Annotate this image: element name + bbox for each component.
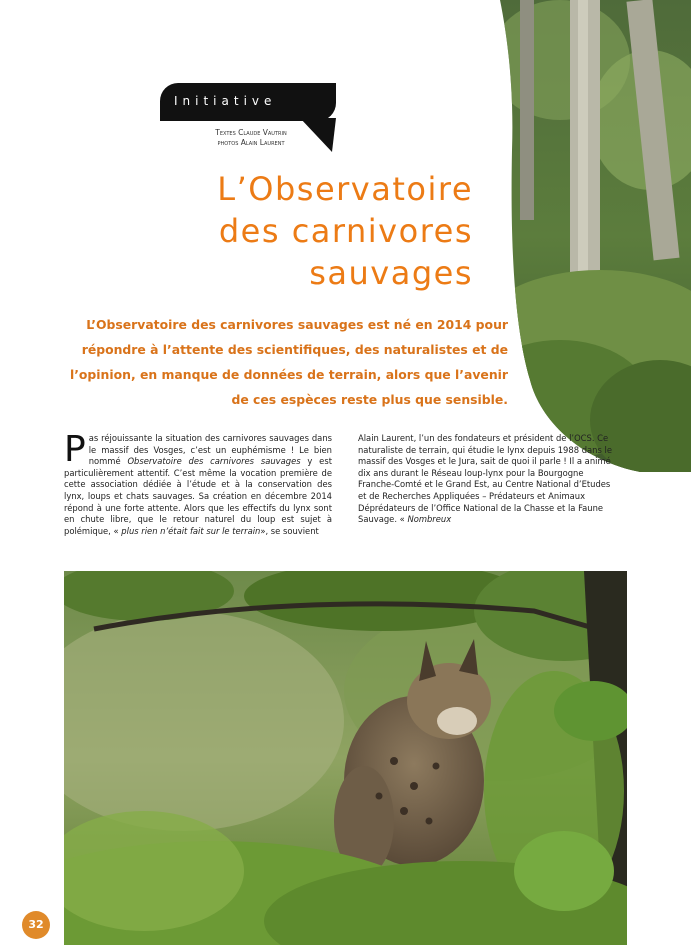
page-number: 32 [22, 911, 50, 939]
title-line-2: des carnivores [218, 212, 473, 250]
body-right-emphasis: Nombreux [407, 514, 452, 525]
body-left-quote: plus rien n’était fait sur le terrain [121, 525, 261, 536]
body-right-text: Alain Laurent, l’un des fondateurs et président de l’OCS. Ce naturaliste de terrain, qui étudie le lynx depuis 1988 dans le massif des Vosges et le Jura, sait de quoi il parle ! Il a animé dix ans durant le Réseau loup-lynx pour la Bourgogne Franche-Comté et le Grand Est, au Centre National d’Etudes et de Recherches Appliquées – Prédateurs et Animaux Déprédateurs de l’Office National de la Chasse et la Faune Sauvage. « [358, 433, 612, 525]
section-tag-label: Initiative [174, 94, 277, 108]
article-title [140, 168, 473, 294]
body-column-right [358, 433, 618, 526]
body-column-left [64, 429, 332, 537]
lead-paragraph: L’Observatoire des carnivores sauvages est né en 2014 pour répondre à l’attente des scientifiques, des naturalistes et de l’opinion, en manque de données de terrain, alors que l’avenir de ces espèces reste plus que sensible. [69, 317, 508, 407]
credits-text-line: Textes Claude Vautrin [215, 128, 287, 137]
title-line-1: L’Observatoire [217, 170, 473, 208]
credits [196, 128, 306, 148]
body-left-text-1: as réjouissante la situation des carnivores sauvages dans le massif des Vosges, c’est un euphémisme ! Le bien nommé [88, 433, 332, 467]
title-line-3: sauvages [309, 254, 473, 292]
body-left-emphasis: Observatoire des carnivores sauvages [127, 456, 301, 467]
lynx-photo [64, 571, 627, 945]
body-left-text-2: y est particulièrement attentif. C’est même la vocation première de cette association dédiée à l’étude et à la conservation des lynx, loups et chats sauvages. Sa création en décembre 2014 répond à une forte attente. Alors que les effectifs du lynx sont en chute libre, que le retour naturel du loup est sujet à polémique, « [64, 456, 332, 536]
forest-photo [500, 0, 691, 472]
body-left-text-3: », se souvient [260, 525, 319, 536]
drop-cap: P [64, 429, 86, 470]
credits-photo-line: photos Alain Laurent [217, 138, 285, 147]
